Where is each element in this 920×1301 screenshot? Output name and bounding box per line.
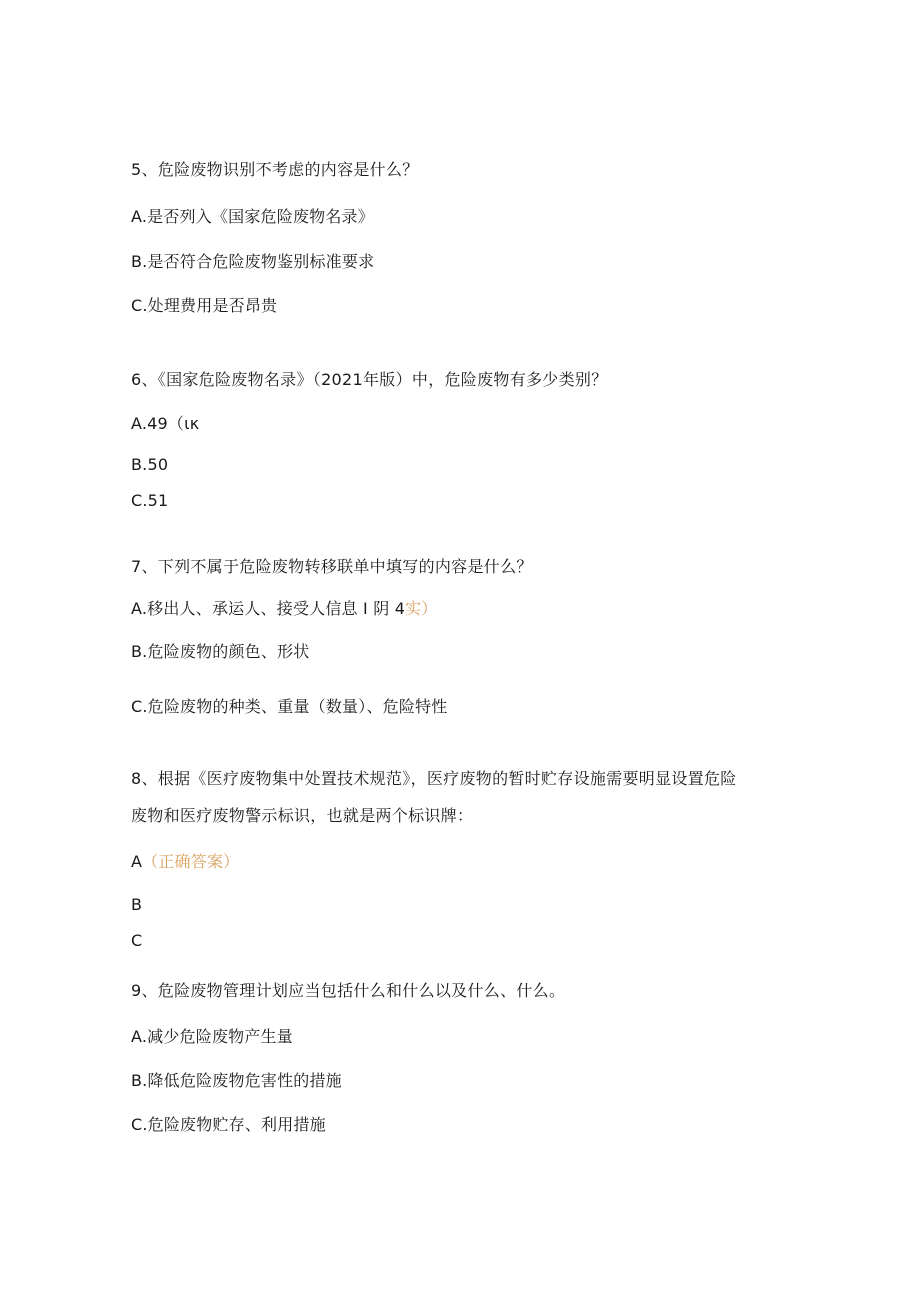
question-8-text-line-1: 8、根据《医疗废物集中处置技术规范》，医疗废物的暂时贮存设施需要明显设置危险 [131, 769, 737, 788]
correct-answer-mark: （正确答案） [142, 852, 240, 871]
question-6-option-a[interactable]: A.49（ικ [131, 414, 200, 433]
question-7-option-b[interactable]: B.危险废物的颜色、形状 [131, 642, 310, 661]
correct-answer-mark: 实） [405, 599, 438, 618]
question-6-option-b[interactable]: B.50 [131, 455, 169, 474]
question-6-text: 6、《国家危险废物名录》（2021年版）中，危险废物有多少类别？ [131, 370, 608, 389]
question-6-option-c[interactable]: C.51 [131, 491, 169, 510]
question-5-text: 5、危险废物识别不考虑的内容是什么？ [131, 160, 419, 179]
question-5-option-b[interactable]: B.是否符合危险废物鉴别标准要求 [131, 252, 375, 271]
question-5-option-a[interactable]: A.是否列入《国家危险废物名录》 [131, 207, 374, 226]
question-7-option-a[interactable] [131, 599, 438, 619]
option-a-label: A.移出人、承运人、接受人信息 I 阴 4 [131, 599, 406, 618]
question-7-option-c[interactable]: C.危险废物的种类、重量（数量）、危险特性 [131, 697, 448, 716]
question-8-option-a[interactable] [131, 852, 239, 872]
question-5-option-c[interactable]: C.处理费用是否昂贵 [131, 296, 278, 315]
question-9-option-b[interactable]: B.降低危险废物危害性的措施 [131, 1071, 342, 1090]
question-7-text: 7、下列不属于危险废物转移联单中填写的内容是什么？ [131, 557, 533, 576]
question-9-option-a[interactable]: A.减少危险废物产生量 [131, 1027, 293, 1046]
option-a-label: A [131, 852, 143, 871]
question-8-text-line-2: 废物和医疗废物警示标识，也就是两个标识牌： [131, 806, 474, 825]
question-8-option-c[interactable]: C [131, 931, 143, 950]
question-8-option-b[interactable]: B [131, 895, 143, 914]
question-9-option-c[interactable]: C.危险废物贮存、利用措施 [131, 1115, 326, 1134]
question-9-text: 9、危险废物管理计划应当包括什么和什么以及什么、什么。 [131, 981, 566, 1000]
